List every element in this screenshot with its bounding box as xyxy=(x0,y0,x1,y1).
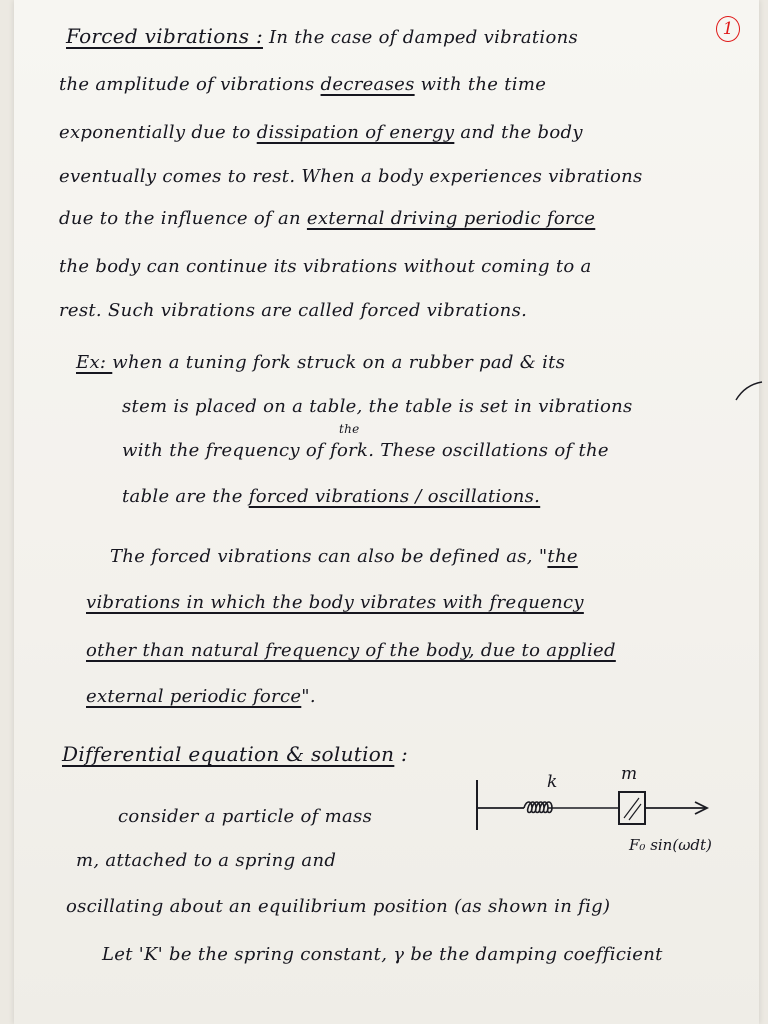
mass-label: m xyxy=(621,764,638,784)
spring-coil xyxy=(524,802,619,813)
notebook-page xyxy=(14,0,759,1024)
text-line-17: consider a particle of mass xyxy=(118,806,373,827)
text-line-2: the amplitude of vibrations decreases with the time xyxy=(59,74,547,95)
text-line-12: The forced vibrations can also be defined as, "the xyxy=(110,546,578,567)
text-line-19: oscillating about an equilibrium position (as shown in fig) xyxy=(66,896,611,917)
text-line-20: Let 'K' be the spring constant, γ be the damping coefficient xyxy=(102,944,663,965)
inserted-word: the xyxy=(339,422,360,436)
section-heading-differential-equation: Differential equation & solution : xyxy=(62,742,409,766)
driving-force-label: F₀ sin(ωdt) xyxy=(629,836,712,854)
spring-constant-label: k xyxy=(547,772,558,792)
text-line-6: the body can continue its vibrations without coming to a xyxy=(59,256,592,277)
margin-mark xyxy=(734,380,764,404)
text-line-10: with the frequency of fork. These oscillations of the xyxy=(122,440,609,461)
mass-hatch xyxy=(629,804,641,820)
text-line-13: vibrations in which the body vibrates with frequency xyxy=(86,592,584,613)
text-line-9: stem is placed on a table, the table is set in vibrations xyxy=(122,396,633,417)
mass-hatch xyxy=(624,798,639,818)
text-line-15: external periodic force". xyxy=(86,686,316,707)
text-line-8: Ex: when a tuning fork struck on a rubber pad & its xyxy=(76,352,566,373)
text-line-14: other than natural frequency of the body, due to applied xyxy=(86,640,616,661)
example-label: Ex: xyxy=(76,352,113,373)
text-line-11: table are the forced vibrations / oscillations. xyxy=(122,486,541,507)
text-line-7: rest. Such vibrations are called forced vibrations. xyxy=(59,300,528,321)
text-line-1: Forced vibrations : In the case of damped vibrations xyxy=(66,24,579,48)
spring-mass-figure xyxy=(469,770,759,860)
section-heading-forced-vibrations: Forced vibrations : xyxy=(66,24,263,48)
page-number: 1 xyxy=(716,16,740,42)
text-line-18: m, attached to a spring and xyxy=(76,850,337,871)
text-line-3: exponentially due to dissipation of energy and the body xyxy=(59,122,583,143)
spring-mass-diagram xyxy=(469,764,759,860)
text-line-5: due to the influence of an external driving periodic force xyxy=(59,208,596,229)
text-line-4: eventually comes to rest. When a body experiences vibrations xyxy=(59,166,643,187)
